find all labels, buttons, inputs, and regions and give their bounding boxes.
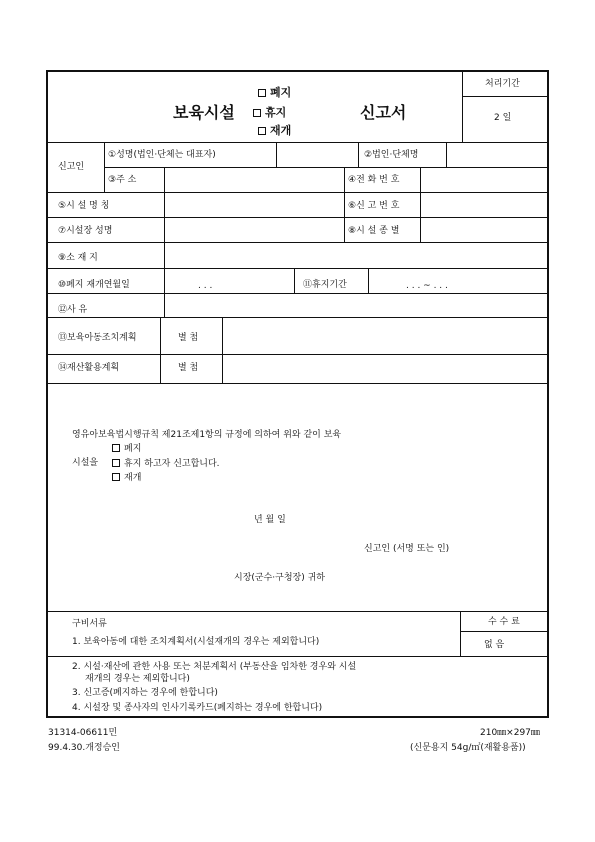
- child-plan-label: ⑬보육아동조치계획: [58, 333, 137, 343]
- reason-label: ⑫사 유: [58, 305, 88, 315]
- facility-type-label: ⑧시 설 종 별: [348, 226, 400, 236]
- asset-plan-label: ⑭재산활용계획: [58, 363, 120, 373]
- option-label: 재개: [270, 124, 292, 137]
- facility-name-label: ⑤시 설 명 칭: [58, 201, 110, 211]
- checkbox-icon[interactable]: [112, 444, 120, 452]
- option-close-top: [258, 84, 291, 100]
- option-suspend-top: [253, 104, 286, 120]
- processing-period-label: 처리기간: [485, 79, 520, 89]
- statement-recipient: 시장(군수·구청장) 귀하: [234, 573, 325, 583]
- org-name-label: ②법인·단체명: [364, 150, 419, 160]
- checkbox-icon[interactable]: [258, 127, 266, 135]
- location-label: ⑨소 재 지: [58, 253, 98, 263]
- closure-date-value: . . .: [198, 281, 213, 291]
- option-label: 휴지 하고자 신고합니다.: [124, 459, 220, 469]
- document-item-2: 2. 시설·재산에 관한 사용 또는 처분계획서 (부동산을 임차한 경우와 시설: [72, 662, 357, 672]
- paper-size: 210㎜×297㎜: [480, 728, 540, 738]
- suspend-period-label: ⑪휴지기간: [303, 280, 347, 290]
- statement-date: 년 월 일: [254, 515, 286, 525]
- statement-signer: 신고인 (서명 또는 인): [364, 544, 450, 554]
- child-plan-attached: 별 첨: [178, 333, 199, 343]
- option-label: 폐지: [124, 444, 142, 454]
- applicant-label: 신고인: [58, 162, 85, 172]
- paper-spec: (신문용지 54g/㎡(재활용품)): [410, 743, 526, 753]
- address-label: ③주 소: [108, 175, 137, 185]
- form-title: 보육시설: [173, 103, 235, 122]
- facility-head-label: ⑦시설장 성명: [58, 226, 113, 236]
- option-resume-top: [258, 122, 291, 138]
- fee-value: 없 음: [484, 640, 505, 650]
- checkbox-icon[interactable]: [112, 459, 120, 467]
- checkbox-icon[interactable]: [253, 109, 261, 117]
- phone-label: ④전 화 번 호: [348, 175, 400, 185]
- document-item-4: 4. 시설장 및 종사자의 인사기록카드(폐지하는 경우에 한합니다): [72, 703, 323, 713]
- checkbox-icon[interactable]: [112, 473, 120, 481]
- statement-option-close: [112, 444, 141, 454]
- document-item-3: 3. 신고증(폐지하는 경우에 한합니다): [72, 688, 218, 698]
- report-form: [46, 70, 549, 718]
- statement-line1: 영유아보육법시행규칙 제21조제1항의 규정에 의하여 위와 같이 보육: [72, 430, 342, 440]
- approval-date: 99.4.30.개정승인: [48, 743, 120, 753]
- statement-option-resume: [112, 473, 141, 483]
- closure-date-label: ⑩폐지 재개연월일: [58, 280, 130, 290]
- statement-option-suspend: [112, 459, 220, 469]
- processing-period-value: 2 일: [494, 113, 512, 123]
- checkbox-icon[interactable]: [258, 89, 266, 97]
- asset-plan-attached: 별 첨: [178, 363, 199, 373]
- option-label: 폐지: [270, 86, 292, 99]
- fee-label: 수 수 료: [488, 617, 520, 627]
- form-title-suffix: 신고서: [360, 103, 407, 122]
- documents-header: 구비서류: [72, 619, 107, 629]
- applicant-name-label: ①성명(법인·단체는 대표자): [108, 150, 216, 160]
- report-number-label: ⑥신 고 번 호: [348, 201, 400, 211]
- document-item-2-cont: 재개의 경우는 제외합니다): [85, 674, 190, 684]
- suspend-period-value: . . . ~ . . .: [406, 281, 448, 291]
- option-label: 휴지: [265, 106, 287, 119]
- form-code: 31314-06611민: [48, 728, 118, 738]
- option-label: 재개: [124, 473, 142, 483]
- document-item-1: 1. 보육아동에 대한 조치계획서(시설재개의 경우는 제외합니다): [72, 637, 320, 647]
- statement-line2-prefix: 시설을: [72, 458, 99, 468]
